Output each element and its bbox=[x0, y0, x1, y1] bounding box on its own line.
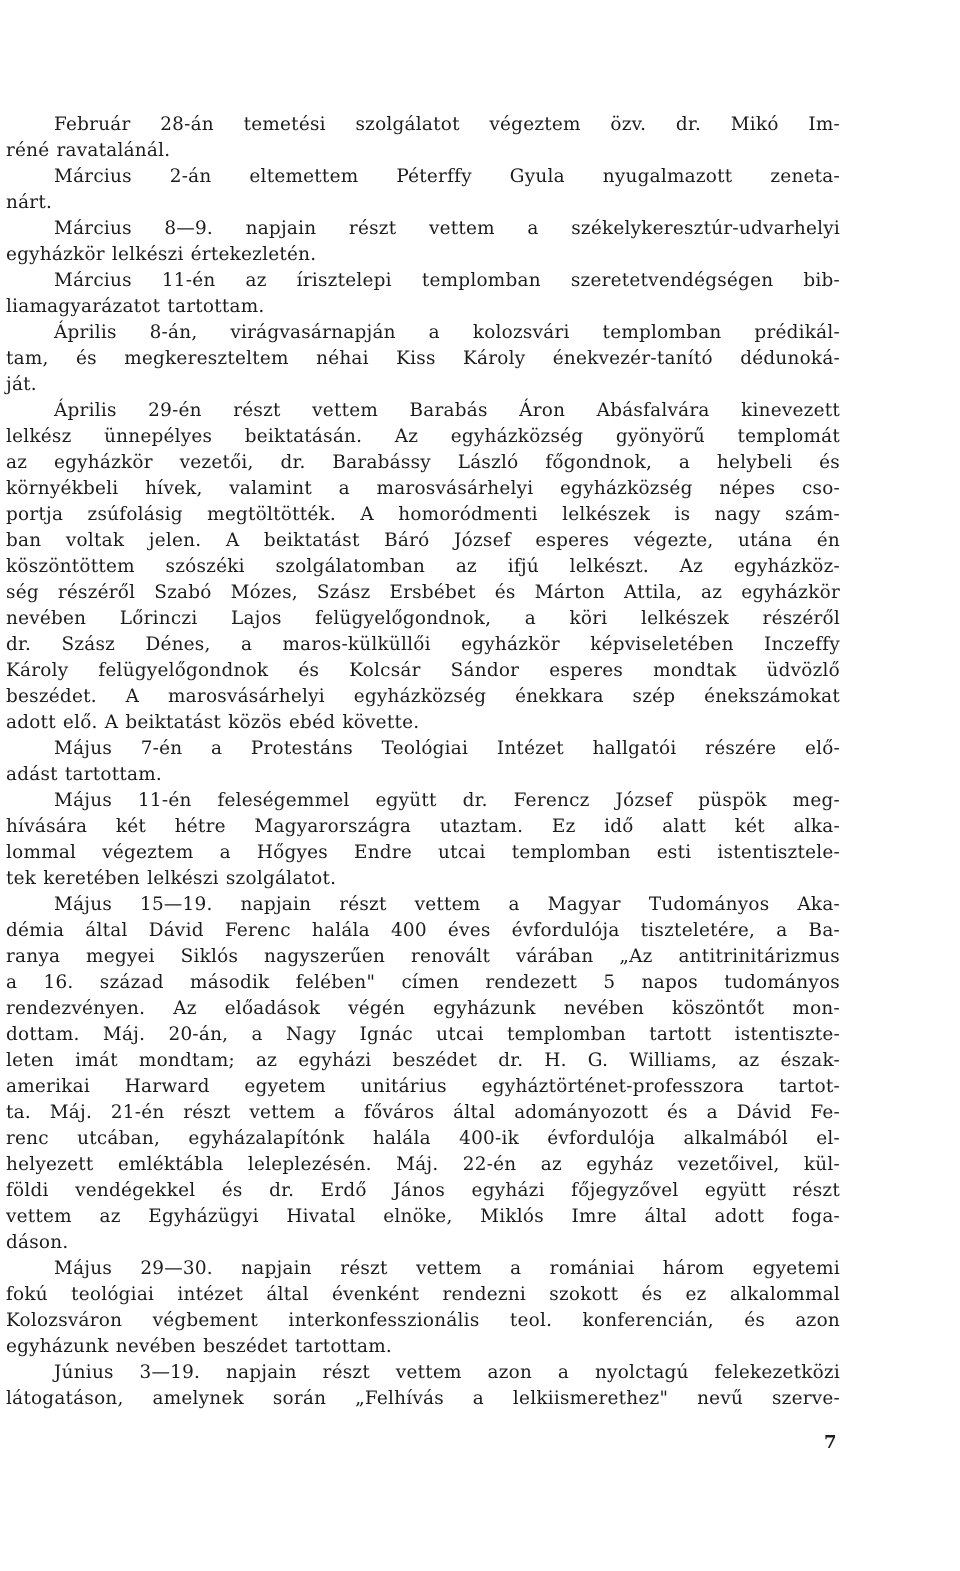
text-line: ranya megyei Siklós nagyszerűen renovált várában „Az antitrinitárizmus bbox=[6, 946, 840, 967]
text-line: leten imát mondtam; az egyházi beszédet dr. H. G. Williams, az észak- bbox=[6, 1050, 840, 1071]
text-line: fokú teológiai intézet által évenként rendezni szokott és ez alkalommal bbox=[6, 1284, 840, 1305]
text-line: Február 28-án temetési szolgálatot végeztem özv. dr. Mikó Im- bbox=[54, 114, 840, 135]
text-line: hívására két hétre Magyarországra utaztam. Ez idő alatt két alka- bbox=[6, 816, 840, 837]
text-line: Május 7-én a Protestáns Teológiai Intézet hallgatói részére elő- bbox=[54, 738, 840, 759]
text-line: Május 11-én feleségemmel együtt dr. Ferencz József püspök meg- bbox=[54, 790, 840, 811]
text-line: Június 3—19. napjain részt vettem azon a nyolctagú felekezetközi bbox=[54, 1362, 840, 1383]
text-line: földi vendégekkel és dr. Erdő János egyházi főjegyzővel együtt részt bbox=[6, 1180, 840, 1201]
text-line: környékbeli hívek, valamint a marosvásárhelyi egyházközség népes cso- bbox=[6, 478, 840, 499]
text-line: lommal végeztem a Hőgyes Endre utcai templomban esti istentisztele- bbox=[6, 842, 840, 863]
text-line: dr. Szász Dénes, a maros-külküllői egyházkör képviseletében Inczeffy bbox=[6, 634, 840, 655]
text-line: renc utcában, egyházalapítónk halála 400-ik évfordulója alkalmából el- bbox=[6, 1128, 840, 1149]
text-line: helyezett emléktábla leleplezésén. Máj. 22-én az egyház vezetőivel, kül- bbox=[6, 1154, 840, 1175]
text-line: ség részéről Szabó Mózes, Szász Ersbébet és Márton Attila, az egyházkör bbox=[6, 582, 840, 603]
text-line: adott elő. A beiktatást közös ebéd követte. bbox=[6, 712, 420, 733]
text-line: a 16. század második felében" címen rendezett 5 napos tudományos bbox=[6, 972, 840, 993]
text-line: az egyházkör vezetői, dr. Barabássy László főgondnok, a helybeli és bbox=[6, 452, 840, 473]
text-line: nevében Lőrinczi Lajos felügyelőgondnok, a köri lelkészek részéről bbox=[6, 608, 840, 629]
text-line: réné ravatalánál. bbox=[6, 140, 171, 161]
text-line: liamagyarázatot tartottam. bbox=[6, 296, 265, 317]
text-line: Kolozsváron végbement interkonfesszionális teol. konferencián, és azon bbox=[6, 1310, 840, 1331]
text-line: tek keretében lelkészi szolgálatot. bbox=[6, 868, 337, 889]
text-line: amerikai Harward egyetem unitárius egyháztörténet-professzora tartot- bbox=[6, 1076, 840, 1097]
text-line: vettem az Egyházügyi Hivatal elnöke, Miklós Imre által adott foga- bbox=[6, 1206, 840, 1227]
text-line: Április 8-án, virágvasárnapján a kolozsvári templomban prédikál- bbox=[54, 322, 840, 343]
text-line: adást tartottam. bbox=[6, 764, 163, 785]
text-line: ban voltak jelen. A beiktatást Báró József esperes végezte, utána én bbox=[6, 530, 840, 551]
text-line: Március 11-én az írisztelepi templomban szeretetvendégségen bib- bbox=[54, 270, 840, 291]
text-line: Május 29—30. napjain részt vettem a romániai három egyetemi bbox=[54, 1258, 840, 1279]
text-line: ját. bbox=[6, 374, 37, 395]
text-line: ta. Máj. 21-én részt vettem a főváros által adományozott és a Dávid Fe- bbox=[6, 1102, 840, 1123]
text-line: dottam. Máj. 20-án, a Nagy Ignác utcai templomban tartott istentiszte- bbox=[6, 1024, 840, 1045]
text-line: dáson. bbox=[6, 1232, 69, 1253]
text-line: Március 2-án eltemettem Péterffy Gyula nyugalmazott zeneta- bbox=[54, 166, 840, 187]
text-line: látogatáson, amelynek során „Felhívás a lelkiismerethez" nevű szerve- bbox=[6, 1388, 840, 1409]
text-line: démia által Dávid Ferenc halála 400 éves évfordulója tiszteletére, a Ba- bbox=[6, 920, 840, 941]
text-line: rendezvényen. Az előadások végén egyházunk nevében köszöntőt mon- bbox=[6, 998, 840, 1019]
text-line: Károly felügyelőgondnok és Kolcsár Sándor esperes mondtak üdvözlő bbox=[6, 660, 840, 681]
page-number: 7 bbox=[824, 1432, 837, 1453]
text-line: Április 29-én részt vettem Barabás Áron Abásfalvára kinevezett bbox=[54, 400, 840, 421]
text-line: köszöntöttem szószéki szolgálatomban az ifjú lelkészt. Az egyházköz- bbox=[6, 556, 840, 577]
text-line: egyházkör lelkészi értekezletén. bbox=[6, 244, 317, 265]
text-line: portja zsúfolásig megtöltötték. A homoródmenti lelkészek is nagy szám- bbox=[6, 504, 840, 525]
text-line: lelkész ünnepélyes beiktatásán. Az egyházközség gyönyörű templomát bbox=[6, 426, 840, 447]
text-line: Március 8—9. napjain részt vettem a székelykeresztúr-udvarhelyi bbox=[54, 218, 840, 239]
text-line: Május 15—19. napjain részt vettem a Magyar Tudományos Aka- bbox=[54, 894, 840, 915]
body-text bbox=[6, 112, 840, 1412]
text-line: tam, és megkereszteltem néhai Kiss Károly énekvezér-tanító dédunoká- bbox=[6, 348, 840, 369]
text-line: egyházunk nevében beszédet tartottam. bbox=[6, 1336, 393, 1357]
text-line: beszédet. A marosvásárhelyi egyházközség énekkara szép énekszámokat bbox=[6, 686, 840, 707]
text-line: nárt. bbox=[6, 192, 53, 213]
